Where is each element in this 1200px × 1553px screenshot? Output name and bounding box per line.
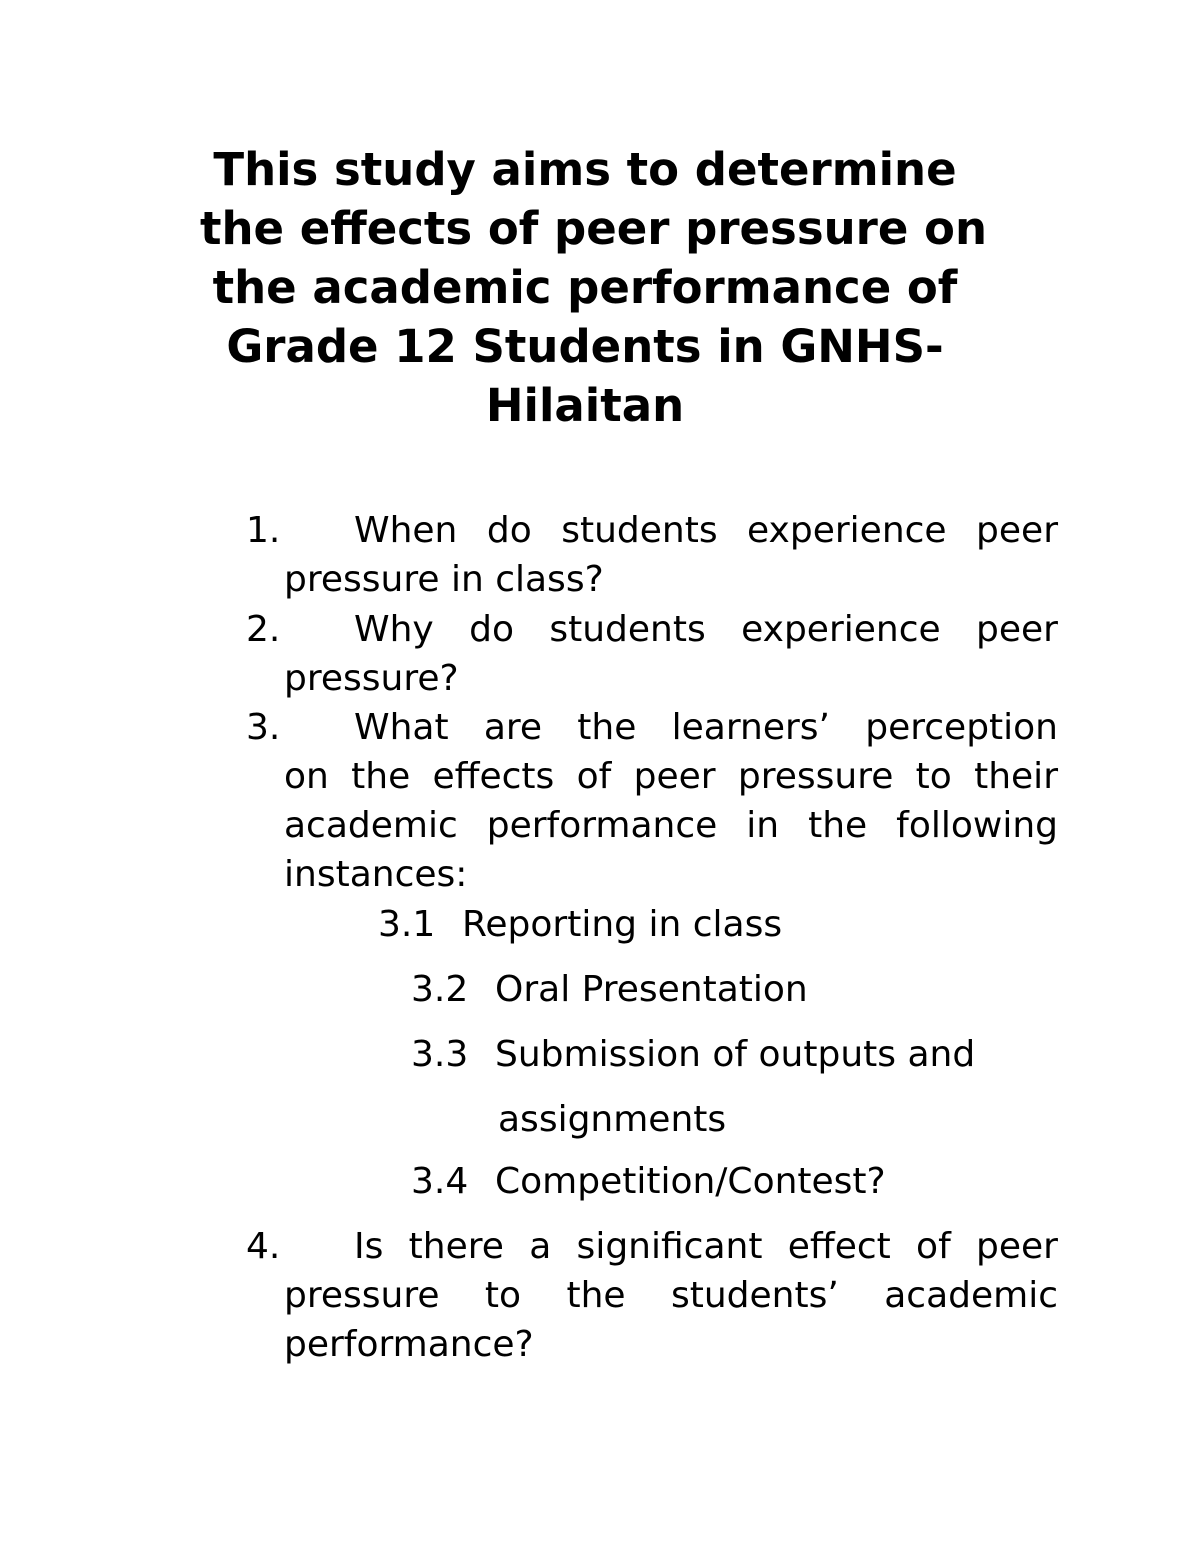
list-item-4-line: pressure to the students’ academic — [284, 1275, 1058, 1316]
sub-item-3-2: Oral Presentation — [495, 969, 808, 1010]
sub-number-3-3: 3.3 — [411, 1034, 469, 1075]
list-number-2: 2. — [246, 609, 281, 650]
list-item-3-line: What are the learners’ perception — [354, 707, 1058, 748]
list-item-4-line: Is there a significant effect of peer — [354, 1226, 1058, 1267]
list-item-1-line: pressure in class? — [284, 559, 604, 600]
list-item-4-line: performance? — [284, 1324, 534, 1365]
title-line: Grade 12 Students in GNHS- — [226, 320, 944, 373]
sub-item-3-3: Submission of outputs and — [495, 1034, 976, 1075]
document-title — [200, 140, 987, 435]
sub-item-3-3-continuation: assignments — [498, 1099, 727, 1140]
list-item-3-line: on the effects of peer pressure to their — [284, 756, 1058, 797]
list-item-3-line: instances: — [284, 854, 468, 895]
title-line: the academic performance of — [212, 261, 958, 314]
list-item-3-line: academic performance in the following — [284, 805, 1058, 846]
title-line: Hilaitan — [485, 379, 685, 432]
list-number-4: 4. — [246, 1226, 281, 1267]
list-number-1: 1. — [246, 510, 281, 551]
sub-number-3-2: 3.2 — [411, 969, 469, 1010]
sub-number-3-1: 3.1 — [378, 904, 436, 945]
list-item-1-line: When do students experience peer — [354, 510, 1058, 551]
title-line: the effects of peer pressure on — [200, 202, 987, 255]
list-item-2-line: Why do students experience peer — [354, 609, 1058, 650]
title-line: This study aims to determine — [213, 143, 957, 196]
list-item-2-line: pressure? — [284, 658, 459, 699]
sub-item-3-1: Reporting in class — [462, 904, 783, 945]
sub-number-3-4: 3.4 — [411, 1161, 469, 1202]
list-number-3: 3. — [246, 707, 281, 748]
sub-item-3-4: Competition/Contest? — [495, 1161, 886, 1202]
